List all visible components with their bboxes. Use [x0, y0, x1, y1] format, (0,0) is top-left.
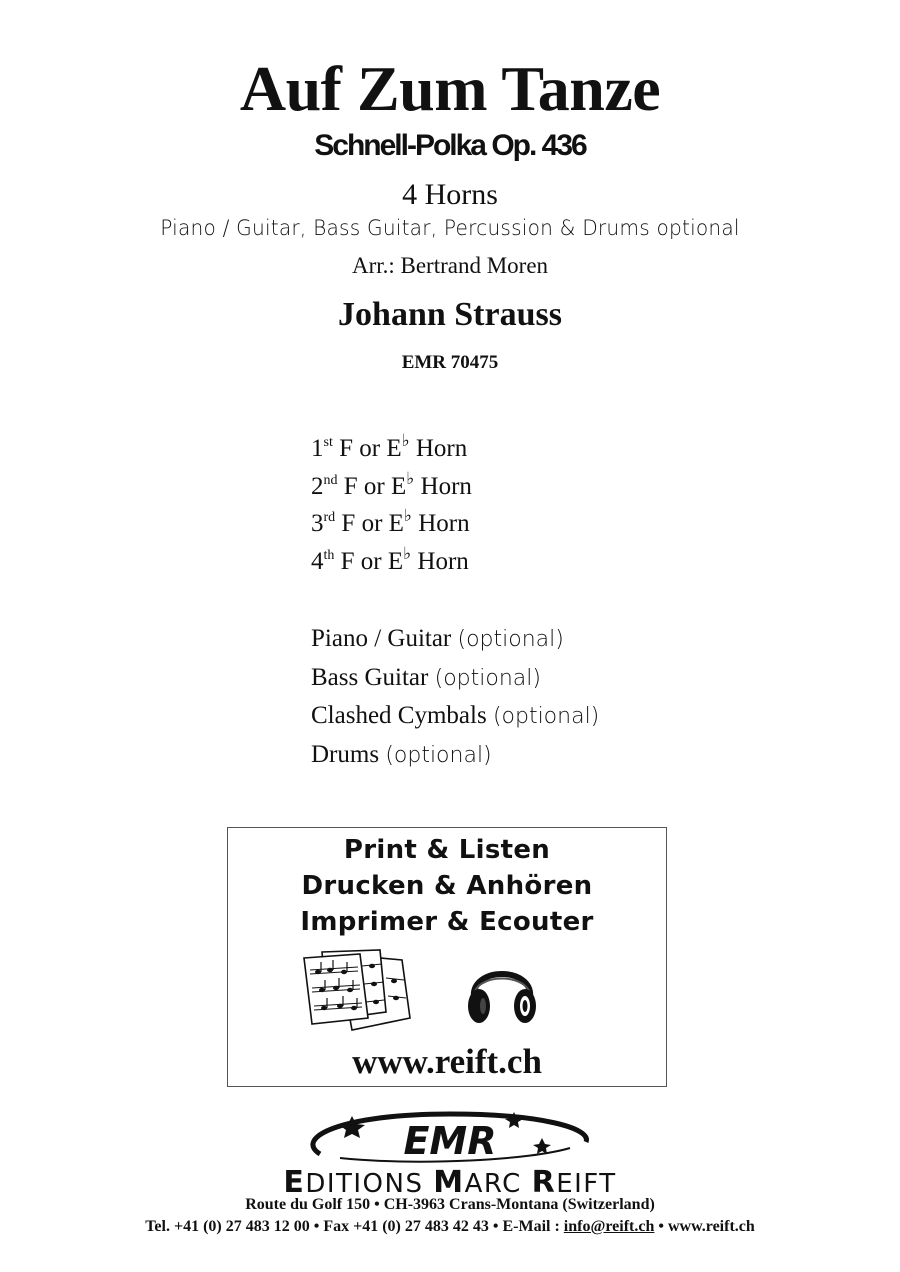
optional-part-item: Drums (optional)	[311, 741, 492, 769]
promo-line-de: Drucken & Anhören	[301, 871, 593, 901]
optional-instruments-line: Piano / Guitar, Bass Guitar, Percussion & Drums optional	[160, 216, 740, 240]
composer: Johann Strauss	[338, 296, 562, 333]
optional-part-item: Bass Guitar (optional)	[311, 663, 541, 691]
parts-list	[311, 430, 472, 581]
part-item: 3rd F or E♭ Horn	[311, 506, 470, 538]
logo-text: EMR	[403, 1119, 497, 1163]
emr-logo	[300, 1108, 600, 1166]
headphones-icon	[466, 952, 538, 1028]
title: Auf Zum Tanze	[239, 53, 661, 124]
optional-parts-list	[311, 620, 599, 775]
publisher-address: Route du Golf 150 • CH-3963 Crans-Montana (Switzerland)	[245, 1196, 655, 1213]
publisher-name: EDITIONS MARC REIFT	[283, 1165, 617, 1200]
sheet-music-icon	[302, 948, 412, 1032]
arranger: Arr.: Bertrand Moren	[351, 253, 549, 278]
optional-part-item: Clashed Cymbals (optional)	[311, 702, 600, 730]
publisher-contact: Tel. +41 (0) 27 483 12 00 • Fax +41 (0) 27 483 42 43 • E-Mail : info@reift.ch • www.reift.ch	[145, 1218, 755, 1235]
promo-line-en: Print & Listen	[343, 835, 551, 865]
promo-line-fr: Imprimer & Ecouter	[300, 907, 594, 937]
ensemble: 4 Horns	[402, 178, 498, 211]
part-item: 1st F or E♭ Horn	[311, 431, 468, 462]
website-link[interactable]: www.reift.ch	[352, 1042, 542, 1081]
print-listen-box	[227, 827, 667, 1087]
subtitle: Schnell-Polka Op. 436	[314, 129, 586, 162]
part-item: 2nd F or E♭ Horn	[311, 468, 472, 500]
email-link[interactable]: info@reift.ch	[563, 1218, 655, 1235]
catalog-number: EMR 70475	[401, 352, 499, 373]
part-item: 4th F or E♭ Horn	[311, 544, 469, 576]
optional-part-item: Piano / Guitar (optional)	[311, 625, 564, 652]
